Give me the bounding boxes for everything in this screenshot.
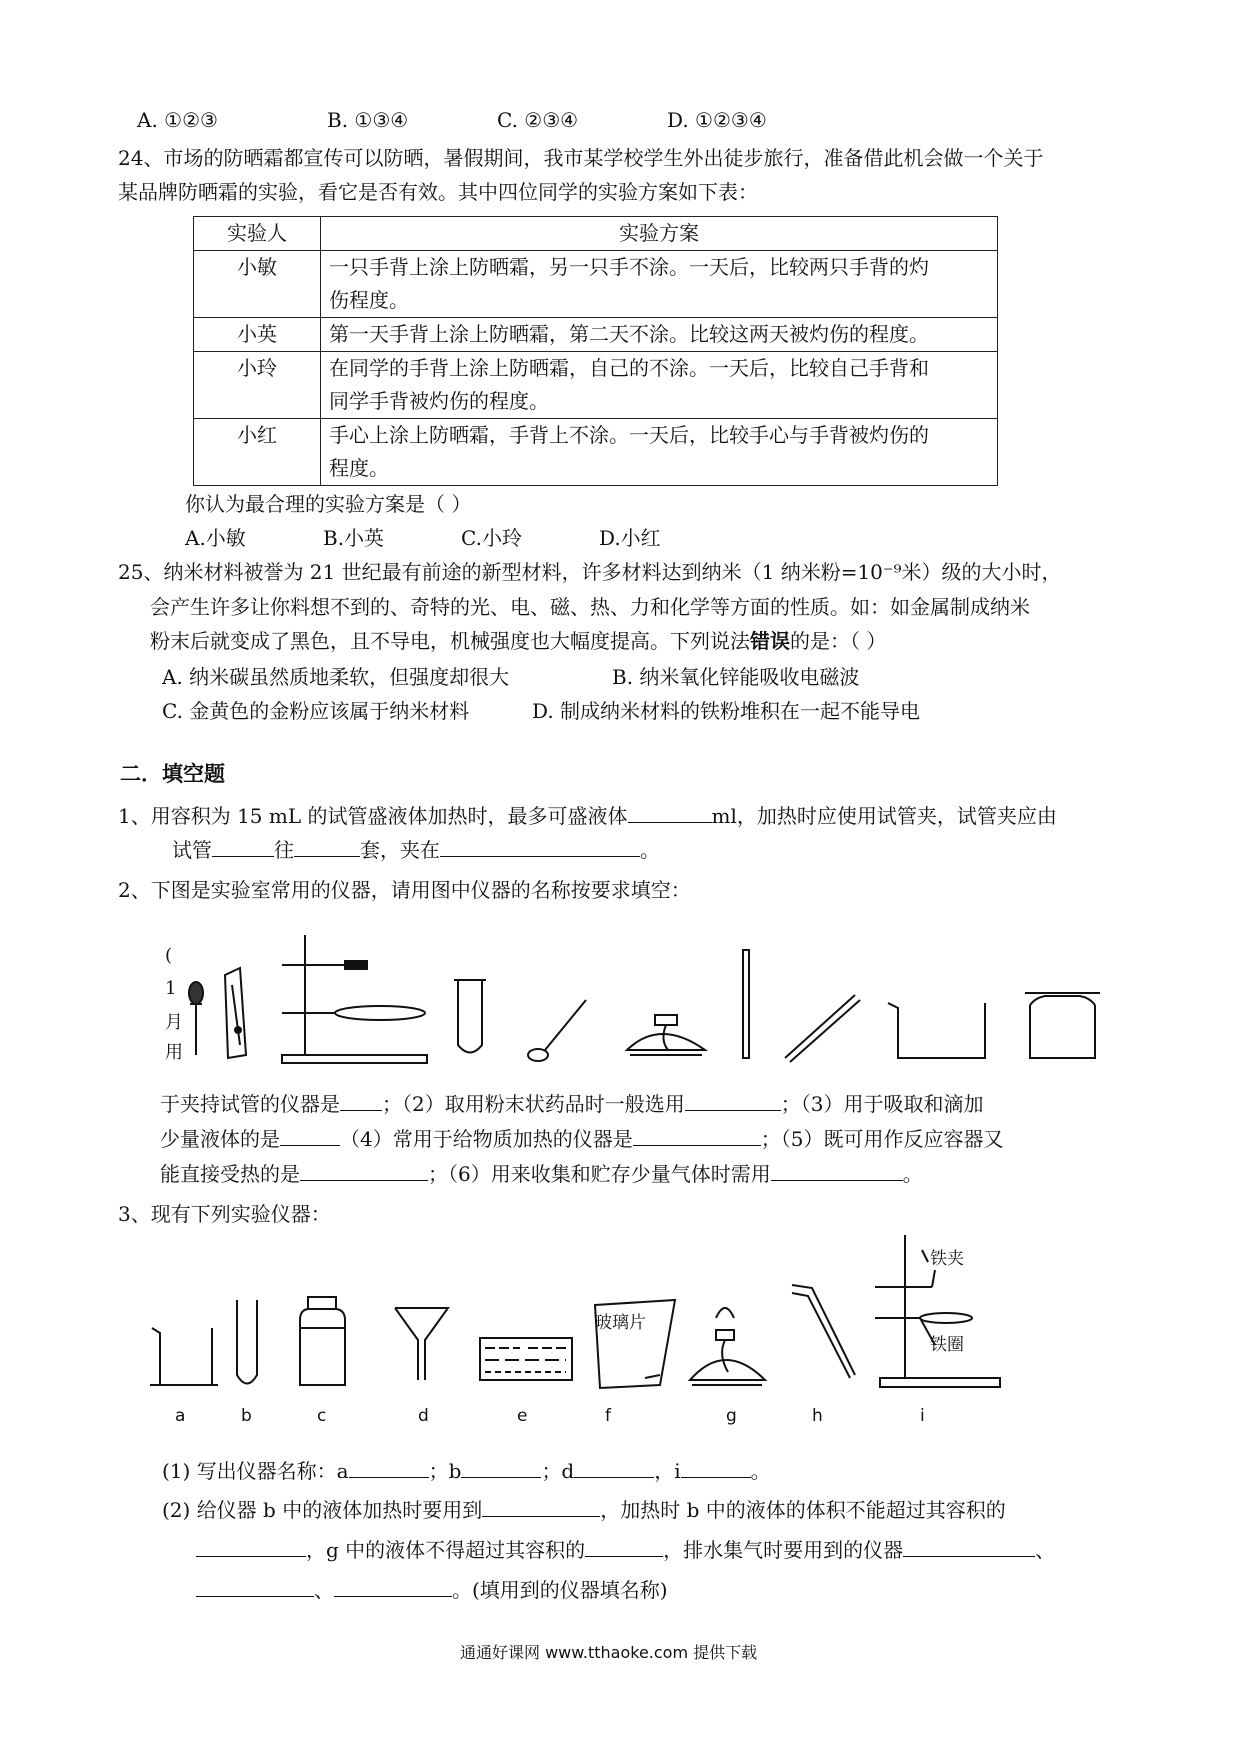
table-cell-name: 小英 <box>194 318 321 352</box>
instrument-label: c <box>317 1406 327 1426</box>
f3-text: 、 <box>1035 1538 1056 1562</box>
f3-sub2-line3 <box>196 1574 668 1603</box>
table-cell-name: 小红 <box>194 419 321 486</box>
test-tube-icon <box>454 980 486 1053</box>
section-title: 二．填空题 <box>120 762 225 786</box>
f2-text: 于夹持试管的仪器是 <box>160 1092 340 1116</box>
beaker-icon <box>888 1003 985 1058</box>
answer-blank[interactable] <box>574 1457 654 1478</box>
f2-text: ；（2）取用粉末状药品时一般选用 <box>382 1092 685 1116</box>
q23-option-b: B. ①③④ <box>327 108 409 132</box>
f1-text: ml，加热时应使用试管夹，试管夹应由 <box>711 804 1057 828</box>
q25-line3-end: 的是：（ ） <box>790 629 887 653</box>
f2-text: ；（3）用于吸取和滴加 <box>780 1092 984 1116</box>
plan-line: 一只手背上涂上防晒霜，另一只手不涂。一天后，比较两只手背的灼 <box>329 255 929 279</box>
dropper-icon <box>189 982 203 1055</box>
plan-line: 程度。 <box>329 456 389 480</box>
q24-line2: 某品牌防晒霜的实验，看它是否有效。其中四位同学的实验方案如下表： <box>118 180 758 204</box>
q25-line3-text: 粉末后就变成了黑色，且不导电，机械强度也大幅度提高。下列说法 <box>150 629 750 653</box>
page-footer: 通通好课网 www.tthaoke.com 提供下载 <box>460 1643 758 1662</box>
crucible-tongs-icon <box>785 995 860 1062</box>
answer-blank[interactable] <box>685 1090 781 1111</box>
q23-option-d: D. ①②③④ <box>667 108 767 132</box>
delivery-tube-icon <box>792 1285 855 1378</box>
f3-text: ，i <box>654 1459 681 1483</box>
iron-ring-label: 铁圈 <box>930 1335 964 1355</box>
glass-plate-label: 玻璃片 <box>595 1313 646 1333</box>
f2-text: （4）常用于给物质加热的仪器是 <box>340 1127 633 1151</box>
f3-text: (2) 给仪器 b 中的液体加热时要用到 <box>162 1498 483 1522</box>
answer-blank[interactable] <box>461 1457 541 1478</box>
f2-side-char: 月 <box>165 1012 183 1033</box>
test-tube-icon <box>237 1300 257 1384</box>
instrument-label: i <box>920 1406 925 1426</box>
f3-intro: 3、现有下列实验仪器： <box>118 1202 331 1226</box>
answer-blank[interactable] <box>585 1536 663 1557</box>
table-cell-plan: 第一天手背上涂上防晒霜，第二天不涂。比较这两天被灼伤的程度。 <box>321 318 998 352</box>
plan-line: 同学手背被灼伤的程度。 <box>329 389 549 413</box>
f2-line2 <box>160 1123 1003 1152</box>
instrument-label: e <box>517 1406 528 1426</box>
f3-sub2-line2 <box>196 1534 1055 1563</box>
instrument-label: g <box>726 1406 737 1426</box>
beaker-icon <box>150 1328 218 1385</box>
answer-blank[interactable] <box>633 1125 761 1146</box>
answer-blank[interactable] <box>349 1457 429 1478</box>
alcohol-lamp-icon <box>627 1015 705 1055</box>
f3-text: ，排水集气时要用到的仪器 <box>663 1538 904 1562</box>
q24-option-c: C.小玲 <box>461 526 522 550</box>
funnel-icon <box>395 1308 448 1380</box>
q24-question: 你认为最合理的实验方案是（ ） <box>185 492 472 516</box>
q23-option-c: C. ②③④ <box>497 108 579 132</box>
answer-blank[interactable] <box>771 1160 903 1181</box>
f1-text: 往 <box>274 838 294 862</box>
f3-text: ，加热时 b 中的液体的体积不能超过其容积的 <box>600 1498 1006 1522</box>
answer-blank[interactable] <box>903 1536 1035 1557</box>
f2-intro: 2、下图是实验室常用的仪器，请用图中仪器的名称按要求填空： <box>118 878 691 902</box>
f3-text: ；b <box>428 1459 462 1483</box>
glass-rod-icon <box>743 950 749 1058</box>
f3-text: ，g 中的液体不得超过其容积的 <box>306 1538 586 1562</box>
f2-side-char: 用 <box>165 1042 183 1063</box>
q23-option-a: A. ①②③ <box>137 108 218 132</box>
f2-text: ；（5）既可用作反应容器又 <box>760 1127 1004 1151</box>
instrument-label: a <box>175 1406 186 1426</box>
instrument-label: h <box>812 1406 823 1426</box>
q25-emphasis: 错误 <box>750 629 790 653</box>
f3-sub1 <box>162 1455 771 1484</box>
medicine-spoon-icon <box>528 1000 586 1061</box>
table-cell-name: 小玲 <box>194 352 321 419</box>
q24-line1: 24、市场的防晒霜都宣传可以防晒，暑假期间，我市某学校学生外出徒步旅行，准备借此机会做一个关于 <box>118 146 1044 170</box>
f3-text: (1) 写出仪器名称：a <box>162 1459 349 1483</box>
instrument-label: b <box>241 1406 252 1426</box>
table-header-person: 实验人 <box>194 217 321 251</box>
f2-text: 少量液体的是 <box>160 1127 280 1151</box>
f1-text: 套，夹在 <box>360 838 440 862</box>
table-header-plan: 实验方案 <box>321 217 998 251</box>
answer-blank[interactable] <box>340 1090 382 1111</box>
gas-jar-icon <box>1025 993 1100 1058</box>
plan-line: 在同学的手背上涂上防晒霜，自己的不涂。一天后，比较自己手背和 <box>329 356 929 380</box>
f3-text: ；d <box>541 1459 575 1483</box>
q24-option-b: B.小英 <box>323 526 385 550</box>
instrument-label: f <box>605 1406 611 1426</box>
f2-line3 <box>160 1158 923 1187</box>
f2-text: 。 <box>902 1162 923 1186</box>
plan-line: 手心上涂上防晒霜，手背上不涂。一天后，比较手心与手背被灼伤的 <box>329 423 929 447</box>
q25-option-d: D. 制成纳米材料的铁粉堆积在一起不能导电 <box>532 699 921 723</box>
answer-blank[interactable] <box>681 1457 751 1478</box>
f1-text: 。 <box>640 838 660 862</box>
water-trough-icon <box>480 1338 572 1380</box>
f2-text: ；（6）用来收集和贮存少量气体时需用 <box>428 1162 771 1186</box>
f2-text: 能直接受热的是 <box>160 1162 300 1186</box>
answer-blank[interactable] <box>482 1496 600 1517</box>
alcohol-lamp-icon <box>690 1308 765 1385</box>
f3-text: 、 <box>314 1578 334 1602</box>
answer-blank[interactable] <box>334 1576 452 1597</box>
f2-side-char: 1 <box>165 978 177 999</box>
f2-side-char: ( <box>165 945 173 966</box>
test-tube-clamp-icon <box>225 968 246 1058</box>
instrument-label: d <box>418 1406 429 1426</box>
q25-line1: 25、纳米材料被誉为 21 世纪最有前途的新型材料，许多材料达到纳米（1 纳米粉=10⁻⁹米）级的大小时， <box>118 560 1062 584</box>
table-cell-name: 小敏 <box>194 251 321 318</box>
iron-stand-icon <box>282 935 427 1063</box>
reagent-bottle-icon <box>300 1297 345 1385</box>
answer-blank[interactable] <box>196 1576 314 1597</box>
f3-sub2-line1 <box>162 1494 1006 1523</box>
iron-clamp-label: 铁夹 <box>930 1249 964 1269</box>
q25-option-b: B. 纳米氧化锌能吸收电磁波 <box>612 665 860 689</box>
answer-blank[interactable] <box>300 1160 428 1181</box>
answer-blank[interactable] <box>280 1125 340 1146</box>
plan-line: 伤程度。 <box>329 288 409 312</box>
f1-text: 试管 <box>172 838 212 862</box>
q25-line2: 会产生许多让你料想不到的、奇特的光、电、磁、热、力和化学等方面的性质。如：如金属制成纳米 <box>150 595 1030 619</box>
f3-text: 。 <box>750 1459 771 1483</box>
q24-option-d: D.小红 <box>599 526 661 550</box>
q24-option-a: A.小敏 <box>185 526 246 550</box>
f2-line1 <box>160 1088 983 1117</box>
q25-option-c: C. 金黄色的金粉应该属于纳米材料 <box>162 699 470 723</box>
q25-option-a: A. 纳米碳虽然质地柔软，但强度却很大 <box>162 665 510 689</box>
f1-text: 1、用容积为 15 mL 的试管盛液体加热时，最多可盛液体 <box>118 804 628 828</box>
f3-text: 。(填用到的仪器填名称) <box>452 1578 668 1602</box>
answer-blank[interactable] <box>196 1536 306 1557</box>
